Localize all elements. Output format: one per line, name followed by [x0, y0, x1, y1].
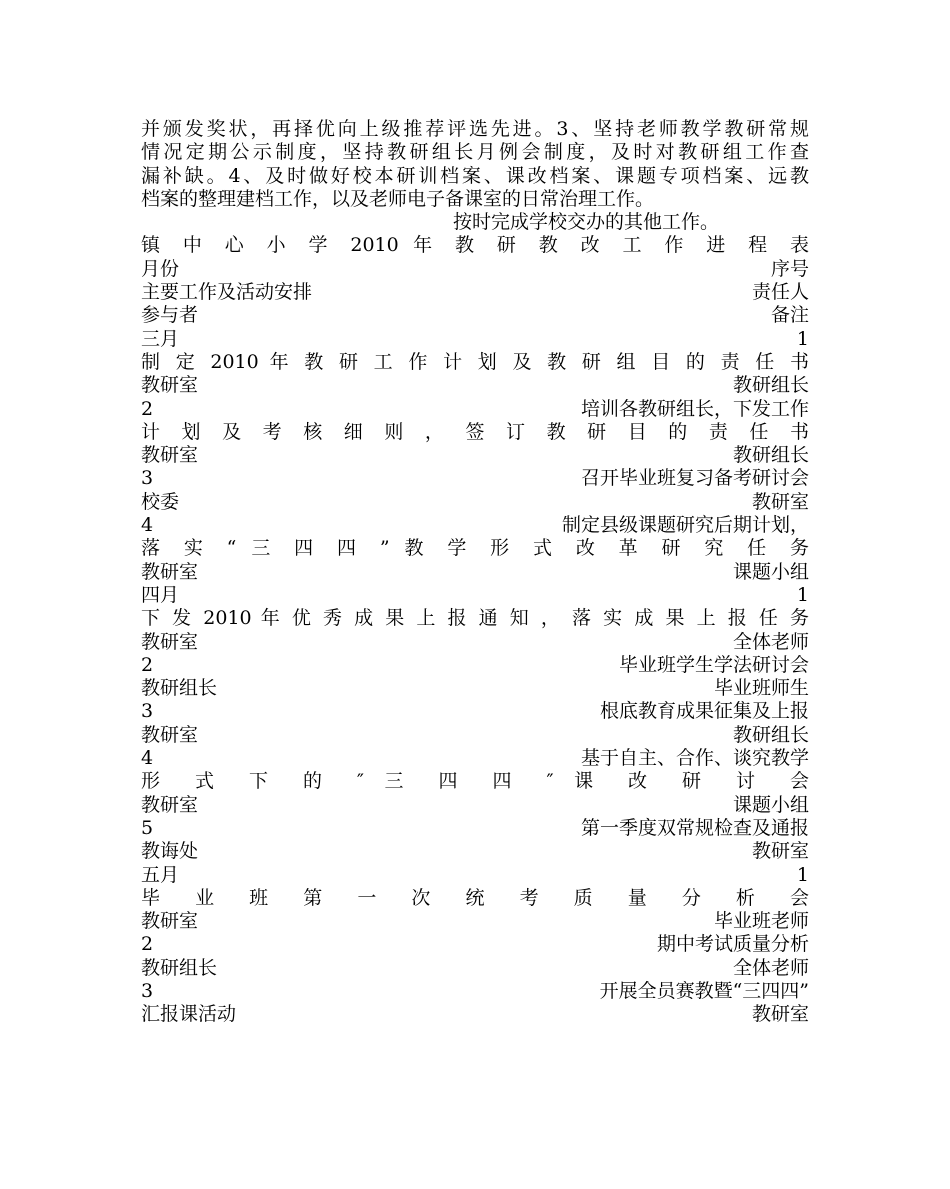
table-row [141, 444, 809, 467]
table-row [141, 398, 809, 421]
row-right-cell: 制定县级课题研究后期计划， [561, 514, 809, 537]
row-left-cell: 2 [141, 653, 154, 676]
row-left-cell: 3 [141, 979, 154, 1002]
table-row [141, 957, 809, 980]
header-month: 月份 [141, 257, 180, 280]
row-left-cell: 3 [141, 467, 154, 490]
table-rows [141, 328, 809, 1027]
table-row-full: 下 发 2010 年 优 秀 成 果 上 报 通 知 ， 落 实 成 果 上 报 任 务 [141, 607, 809, 630]
table-row [141, 654, 809, 677]
row-left-cell: 教研室 [141, 910, 199, 933]
row-left-cell: 教研室 [141, 630, 199, 653]
table-row [141, 817, 809, 840]
table-row-full: 落 实 “ 三 四 四 ” 教 学 形 式 改 革 研 究 任 务 [141, 537, 809, 560]
row-right-cell: 毕业班老师 [713, 910, 809, 933]
row-right-cell: 教研组长 [732, 723, 809, 746]
row-right-cell: 教研组长 [732, 374, 809, 397]
row-left-cell: 2 [141, 933, 154, 956]
table-row [141, 794, 809, 817]
table-row [141, 910, 809, 933]
table-title: 镇 中 心 小 学 2010 年 教 研 教 改 工 作 进 程 表 [141, 234, 809, 257]
row-right-cell: 教研室 [751, 840, 809, 863]
table-row [141, 700, 809, 723]
table-row [141, 491, 809, 514]
table-row [141, 514, 809, 537]
row-right-cell: 1 [796, 863, 809, 886]
table-row [141, 584, 809, 607]
row-right-cell: 毕业班学生学法研讨会 [618, 653, 809, 676]
row-left-cell: 教研组长 [141, 677, 218, 700]
table-row [141, 840, 809, 863]
row-right-cell: 教研室 [751, 1003, 809, 1026]
header-participants: 参与者 [141, 304, 199, 327]
row-right-cell: 召开毕业班复习备考研讨会 [580, 467, 809, 490]
table-row [141, 724, 809, 747]
row-left-cell: 4 [141, 747, 154, 770]
table-row-full: 制 定 2010 年 教 研 工 作 计 划 及 教 研 组 目 的 责 任 书 [141, 350, 809, 373]
row-left-cell: 教研室 [141, 444, 199, 467]
table-row-full: 计 划 及 考 核 细 则 ， 签 订 教 研 目 的 责 任 书 [141, 420, 809, 443]
row-left-cell: 教研室 [141, 560, 199, 583]
paragraph-line-4: 档案的整理建档工作，以及老师电子备课室的日常治理工作。 [141, 187, 655, 210]
table-row [141, 631, 809, 654]
header-main: 主要工作及活动安排 [141, 281, 313, 304]
table-row [141, 747, 809, 770]
table-row [141, 933, 809, 956]
row-right-cell: 全体老师 [732, 630, 809, 653]
row-right-cell: 1 [796, 327, 809, 350]
row-right-cell: 基于自主、合作、谈究教学 [580, 747, 809, 770]
row-left-cell: 三月 [141, 327, 180, 350]
header-row-2 [141, 281, 809, 304]
row-right-cell: 1 [796, 583, 809, 606]
row-right-cell: 第一季度双常规检查及通报 [580, 816, 809, 839]
header-row-3 [141, 304, 809, 327]
table-row [141, 864, 809, 887]
row-right-cell: 毕业班师生 [713, 677, 809, 700]
header-row-1 [141, 258, 809, 281]
table-row [141, 561, 809, 584]
row-left-cell: 教研室 [141, 723, 199, 746]
row-left-cell: 3 [141, 700, 154, 723]
table-row [141, 980, 809, 1003]
table-row [141, 677, 809, 700]
row-left-cell: 教诲处 [141, 840, 199, 863]
row-left-cell: 四月 [141, 583, 180, 606]
row-left-cell: 教研室 [141, 793, 199, 816]
header-remark: 备注 [770, 304, 809, 327]
table-row-full: 形 式 下 的 ″ 三 四 四 ″ 课 改 研 讨 会 [141, 770, 809, 793]
row-left-cell: 汇报课活动 [141, 1003, 237, 1026]
row-left-cell: 5 [141, 816, 154, 839]
header-owner: 责任人 [751, 281, 809, 304]
row-left-cell: 五月 [141, 863, 180, 886]
document-page [141, 118, 809, 1027]
paragraph-line-2: 情况定期公示制度，坚持教研组长月例会制度，及时对教研组工作查 [141, 141, 809, 164]
row-right-cell: 全体老师 [732, 956, 809, 979]
table-row [141, 374, 809, 397]
row-right-cell: 期中考试质量分析 [656, 933, 809, 956]
paragraph-line-1: 并颁发奖状，再择优向上级推荐评选先进。3、坚持老师教学教研常规 [141, 118, 809, 140]
row-right-cell: 教研室 [751, 490, 809, 513]
row-right-cell: 开展全员赛教暨“三四四” [599, 979, 809, 1002]
row-right-cell: 培训各教研组长，下发工作 [580, 397, 809, 420]
table-row [141, 328, 809, 351]
paragraph-line-3: 漏补缺。4、及时做好校本研训档案、课改档案、课题专项档案、远教 [141, 164, 809, 187]
row-left-cell: 2 [141, 397, 154, 420]
row-left-cell: 教研室 [141, 374, 199, 397]
row-right-cell: 教研组长 [732, 444, 809, 467]
table-row-full: 毕 业 班 第 一 次 统 考 质 量 分 析 会 [141, 886, 809, 909]
row-right-cell: 课题小组 [732, 560, 809, 583]
row-right-cell: 课题小组 [732, 793, 809, 816]
header-seq: 序号 [770, 257, 809, 280]
table-row [141, 1003, 809, 1026]
row-right-cell: 根底教育成果征集及上报 [599, 700, 809, 723]
table-row [141, 467, 809, 490]
row-left-cell: 教研组长 [141, 956, 218, 979]
row-left-cell: 4 [141, 514, 154, 537]
row-left-cell: 校委 [141, 490, 180, 513]
paragraph-last-line: 按时完成学校交办的其他工作。 [453, 211, 720, 234]
